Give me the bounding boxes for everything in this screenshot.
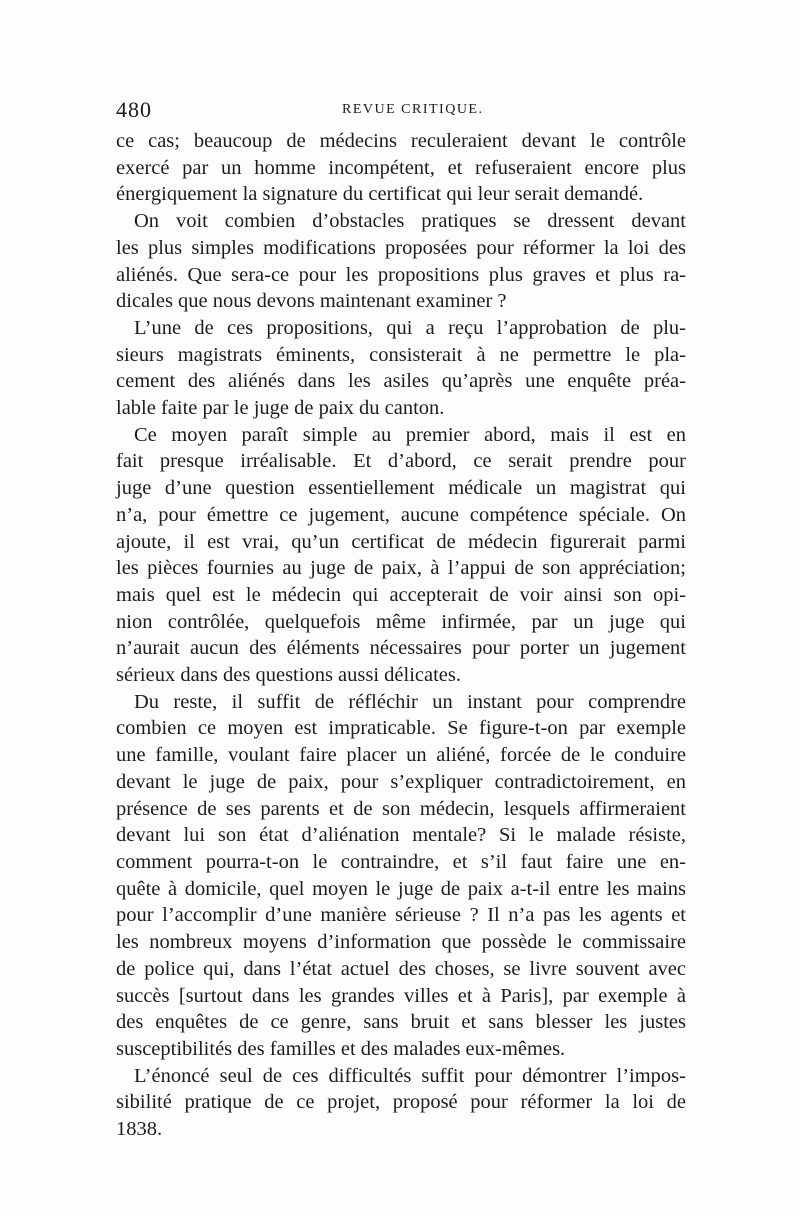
- text-line: juge d’une question essentiellement médicale un magistrat qui: [116, 477, 686, 500]
- text-line: comment pourra-t-on le contraindre, et s’il faut faire une en-: [116, 850, 686, 873]
- text-line: sérieux dans des questions aussi délicates.: [116, 664, 462, 687]
- text-line: pour l’accomplir d’une manière sérieuse ? Il n’a pas les agents et: [116, 904, 686, 927]
- running-title: REVUE CRITIQUE.: [342, 102, 484, 117]
- text-line: ajoute, il est vrai, qu’un certificat de médecin figurerait parmi: [116, 530, 686, 553]
- text-line: ce cas; beaucoup de médecins reculeraient devant le contrôle: [116, 130, 686, 152]
- text-line: On voit combien d’obstacles pratiques se dressent devant: [134, 210, 686, 233]
- text-line: sieurs magistrats éminents, consisterait à ne permettre le pla-: [116, 343, 686, 366]
- text-line: fait presque irréalisable. Et d’abord, ce serait prendre pour: [116, 450, 686, 473]
- text-line: n’a, pour émettre ce jugement, aucune compétence spéciale. On: [116, 503, 686, 526]
- text-line: 1838.: [116, 1118, 163, 1141]
- text-line: L’énoncé seul de ces difficultés suffit pour démontrer l’impos-: [134, 1064, 686, 1087]
- text-line: des enquêtes de ce genre, sans bruit et sans blesser les justes: [116, 1011, 686, 1034]
- text-line: L’une de ces propositions, qui a reçu l’approbation de plu-: [134, 316, 686, 339]
- text-line: susceptibilités des familles et des malades eux-mêmes.: [116, 1037, 566, 1060]
- text-line: les pièces fournies au juge de paix, à l’appui de son appréciation;: [116, 557, 686, 580]
- text-line: énergiquement la signature du certificat qui leur serait demandé.: [116, 183, 644, 206]
- text-line: présence de ses parents et de son médecin, lesquels affirmeraient: [116, 797, 686, 820]
- text-line: Ce moyen paraît simple au premier abord, mais il est en: [134, 423, 686, 446]
- text-line: de police qui, dans l’état actuel des choses, se livre souvent avec: [116, 957, 686, 980]
- text-line: une famille, voulant faire placer un aliéné, forcée de le conduire: [116, 744, 686, 767]
- text-line: aliénés. Que sera-ce pour les propositions plus graves et plus ra-: [116, 263, 686, 286]
- text-line: sibilité pratique de ce projet, proposé pour réformer la loi de: [116, 1091, 686, 1114]
- text-line: combien ce moyen est impraticable. Se figure-t-on par exemple: [116, 717, 686, 740]
- text-line: devant le juge de paix, pour s’expliquer contradictoirement, en: [116, 770, 686, 793]
- text-line: mais quel est le médecin qui accepterait de voir ainsi son opi-: [116, 583, 686, 606]
- page-header: [116, 97, 686, 127]
- text-line: nion contrôlée, quelquefois même infirmée, par un juge qui: [116, 610, 686, 633]
- text-line: succès [surtout dans les grandes villes et à Paris], par exemple à: [116, 984, 686, 1007]
- text-line: quête à domicile, quel moyen le juge de paix a-t-il entre les mains: [116, 877, 686, 900]
- body-text: [116, 128, 686, 1143]
- page-number: 480: [116, 97, 152, 122]
- text-line: Du reste, il suffit de réfléchir un instant pour comprendre: [134, 690, 686, 713]
- text-line: les nombreux moyens d’information que possède le commissaire: [116, 931, 686, 954]
- text-line: lable faite par le juge de paix du canton.: [116, 397, 445, 420]
- text-line: les plus simples modifications proposées pour réformer la loi des: [116, 236, 686, 259]
- text-line: exercé par un homme incompétent, et refuseraient encore plus: [116, 156, 686, 179]
- text-line: dicales que nous devons maintenant examiner ?: [116, 290, 507, 313]
- text-line: cement des aliénés dans les asiles qu’après une enquête préa-: [116, 370, 686, 393]
- text-line: devant lui son état d’aliénation mentale? Si le malade résiste,: [116, 824, 686, 847]
- text-line: n’aurait aucun des éléments nécessaires pour porter un jugement: [116, 637, 686, 660]
